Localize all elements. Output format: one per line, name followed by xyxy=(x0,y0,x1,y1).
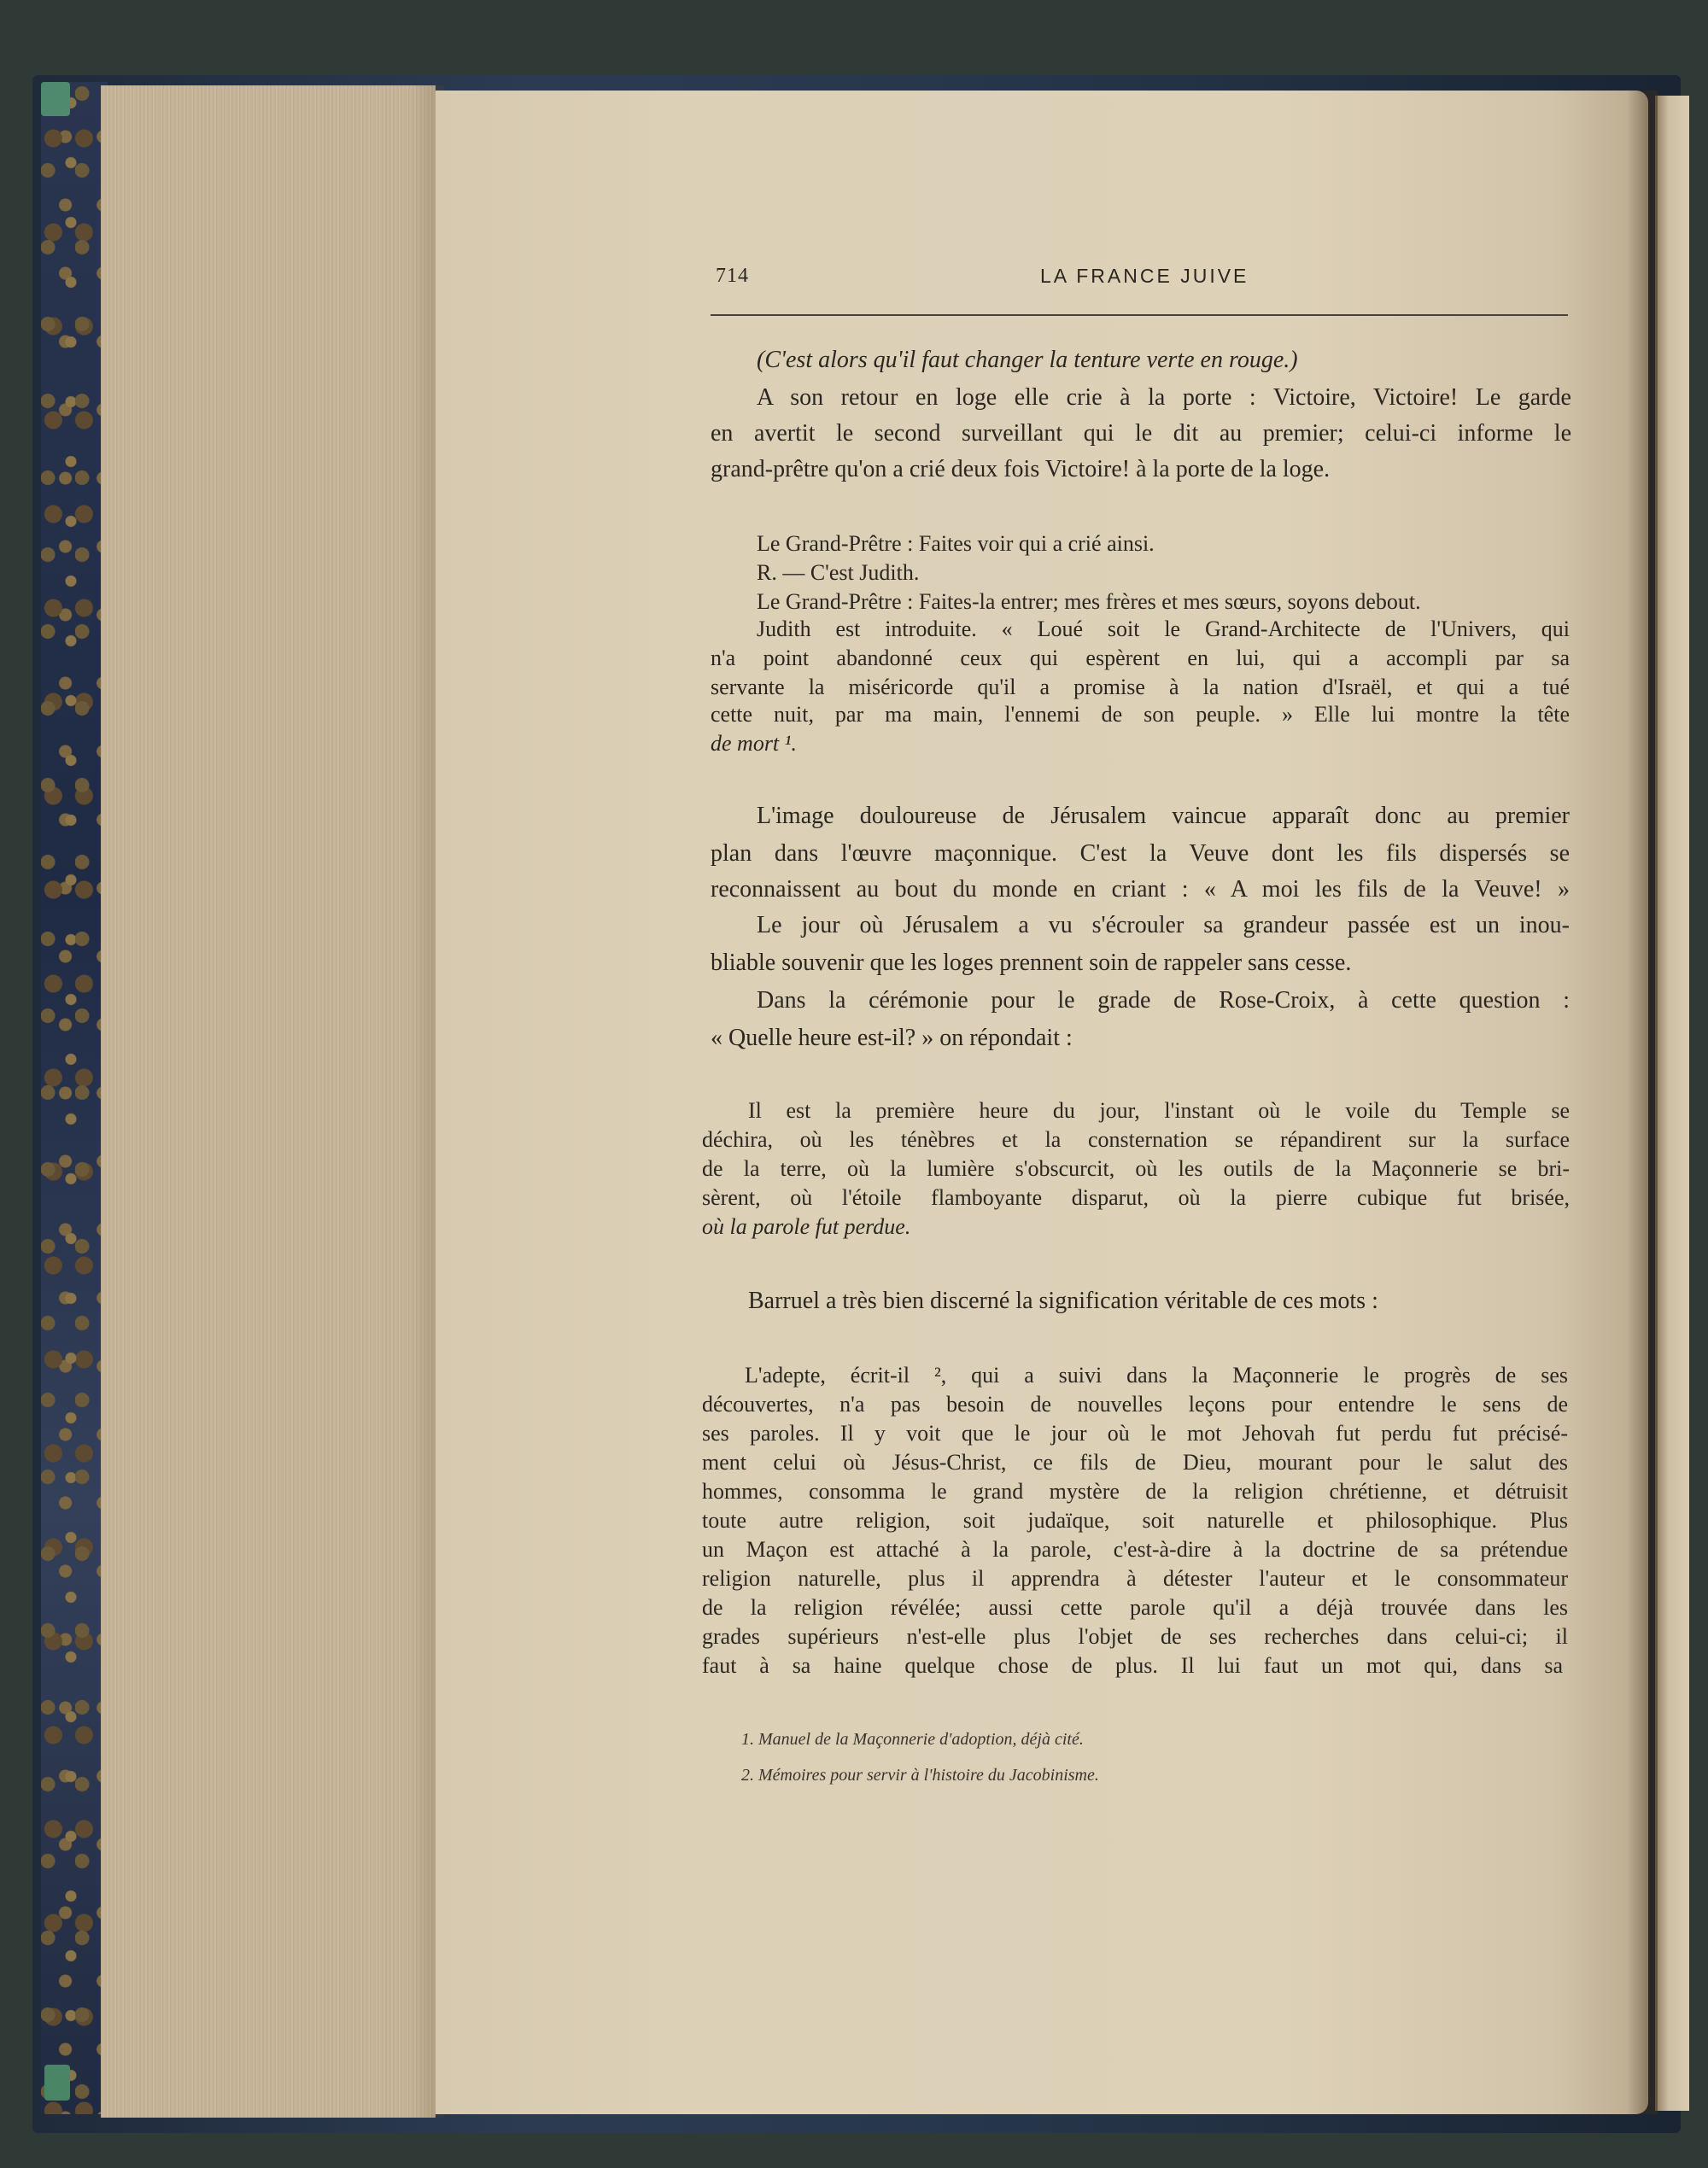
text-line: Judith est introduite. « Loué soit le Grand-Architecte de l'Univers, qui xyxy=(757,617,1570,641)
text-line: Il est la première heure du jour, l'instant où le voile du Temple se xyxy=(748,1098,1570,1123)
text-line: L'image douloureuse de Jérusalem vaincue apparaît donc au premier xyxy=(757,803,1570,829)
text-line: Le jour où Jérusalem a vu s'écrouler sa grandeur passée est un inou- xyxy=(757,912,1570,938)
text-line: Dans la cérémonie pour le grade de Rose-Croix, à cette question : xyxy=(757,987,1570,1014)
text-line: Le Grand-Prêtre : Faites-la entrer; mes frères et mes sœurs, soyons debout. xyxy=(757,589,1421,614)
text-line: hommes, consomma le grand mystère de la religion chrétienne, et détruisit xyxy=(702,1479,1568,1504)
text-line: L'adepte, écrit-il ², qui a suivi dans la Maçonnerie le progrès de ses xyxy=(745,1363,1568,1388)
text-line: n'a point abandonné ceux qui espèrent en lui, qui a accompli par sa xyxy=(711,646,1570,670)
text-line: en avertit le second surveillant qui le dit au premier; celui-ci informe le xyxy=(711,420,1571,447)
text-line: découvertes, n'a pas besoin de nouvelles leçons pour entendre le sens de xyxy=(702,1392,1568,1417)
text-line: de mort ¹. xyxy=(711,731,797,756)
spine-corner-bottom xyxy=(44,2065,70,2101)
text-line: un Maçon est attaché à la parole, c'est-à-dire à la doctrine de sa prétendue xyxy=(702,1537,1568,1562)
text-line: A son retour en loge elle crie à la porte : Victoire, Victoire! Le garde xyxy=(757,384,1571,411)
footnote-1: 1. Manuel de la Maçonnerie d'adoption, déjà cité. xyxy=(741,1730,1084,1749)
text-line: déchira, où les ténèbres et la consternation se répandirent sur la surface xyxy=(702,1127,1570,1152)
text-line: de la terre, où la lumière s'obscurcit, où les outils de la Maçonnerie se bri- xyxy=(702,1156,1570,1181)
footnote-2: 2. Mémoires pour servir à l'histoire du Jacobinisme. xyxy=(741,1766,1099,1785)
facing-page-edge xyxy=(1655,96,1689,2111)
text-line: grand-prêtre qu'on a crié deux fois Victoire! à la porte de la loge. xyxy=(711,456,1331,482)
page-stack-edge xyxy=(101,85,436,2118)
text-line: sèrent, où l'étoile flamboyante disparut, où la pierre cubique fut brisée, xyxy=(702,1185,1570,1210)
page-gutter xyxy=(1627,91,1658,2114)
text-line: Le Grand-Prêtre : Faites voir qui a crié ainsi. xyxy=(757,531,1155,556)
text-line: servante la miséricorde qu'il a promise à la nation d'Israël, et qui a tué xyxy=(711,675,1570,699)
marbled-edge xyxy=(41,82,108,2114)
spine-corner-top xyxy=(41,82,70,116)
text-line: grades supérieurs n'est-elle plus l'objet de ses recherches dans celui-ci; il xyxy=(702,1624,1568,1649)
text-line: reconnaissent au bout du monde en criant : « A moi les fils de la Veuve! » xyxy=(711,876,1570,903)
text-line: faut à sa haine quelque chose de plus. Il lui faut un mot qui, dans sa xyxy=(702,1653,1563,1678)
text-line: R. — C'est Judith. xyxy=(757,560,920,585)
text-line: Barruel a très bien discerné la signification véritable de ces mots : xyxy=(748,1288,1378,1314)
page-number: 714 xyxy=(716,265,749,287)
text-line: de la religion révélée; aussi cette parole qu'il a déjà trouvée dans les xyxy=(702,1595,1568,1620)
text-line: religion naturelle, plus il apprendra à détester l'auteur et le consommateur xyxy=(702,1566,1568,1591)
text-line: ment celui où Jésus-Christ, ce fils de Dieu, mourant pour le salut des xyxy=(702,1450,1568,1475)
text-line: où la parole fut perdue. xyxy=(702,1214,911,1239)
header-rule xyxy=(711,314,1568,316)
text-line: toute autre religion, soit judaïque, soit naturelle et philosophique. Plus xyxy=(702,1508,1568,1533)
text-line: « Quelle heure est-il? » on répondait : xyxy=(711,1025,1073,1051)
text-line: bliable souvenir que les loges prennent soin de rappeler sans cesse. xyxy=(711,950,1352,976)
text-line: (C'est alors qu'il faut changer la tenture verte en rouge.) xyxy=(757,347,1298,373)
text-line: cette nuit, par ma main, l'ennemi de son peuple. » Elle lui montre la tête xyxy=(711,702,1570,727)
running-title: LA FRANCE JUIVE xyxy=(1040,265,1249,287)
text-line: ses paroles. Il y voit que le jour où le mot Jehovah fut perdu fut précisé- xyxy=(702,1421,1568,1446)
text-line: plan dans l'œuvre maçonnique. C'est la Veuve dont les fils dispersés se xyxy=(711,840,1570,867)
